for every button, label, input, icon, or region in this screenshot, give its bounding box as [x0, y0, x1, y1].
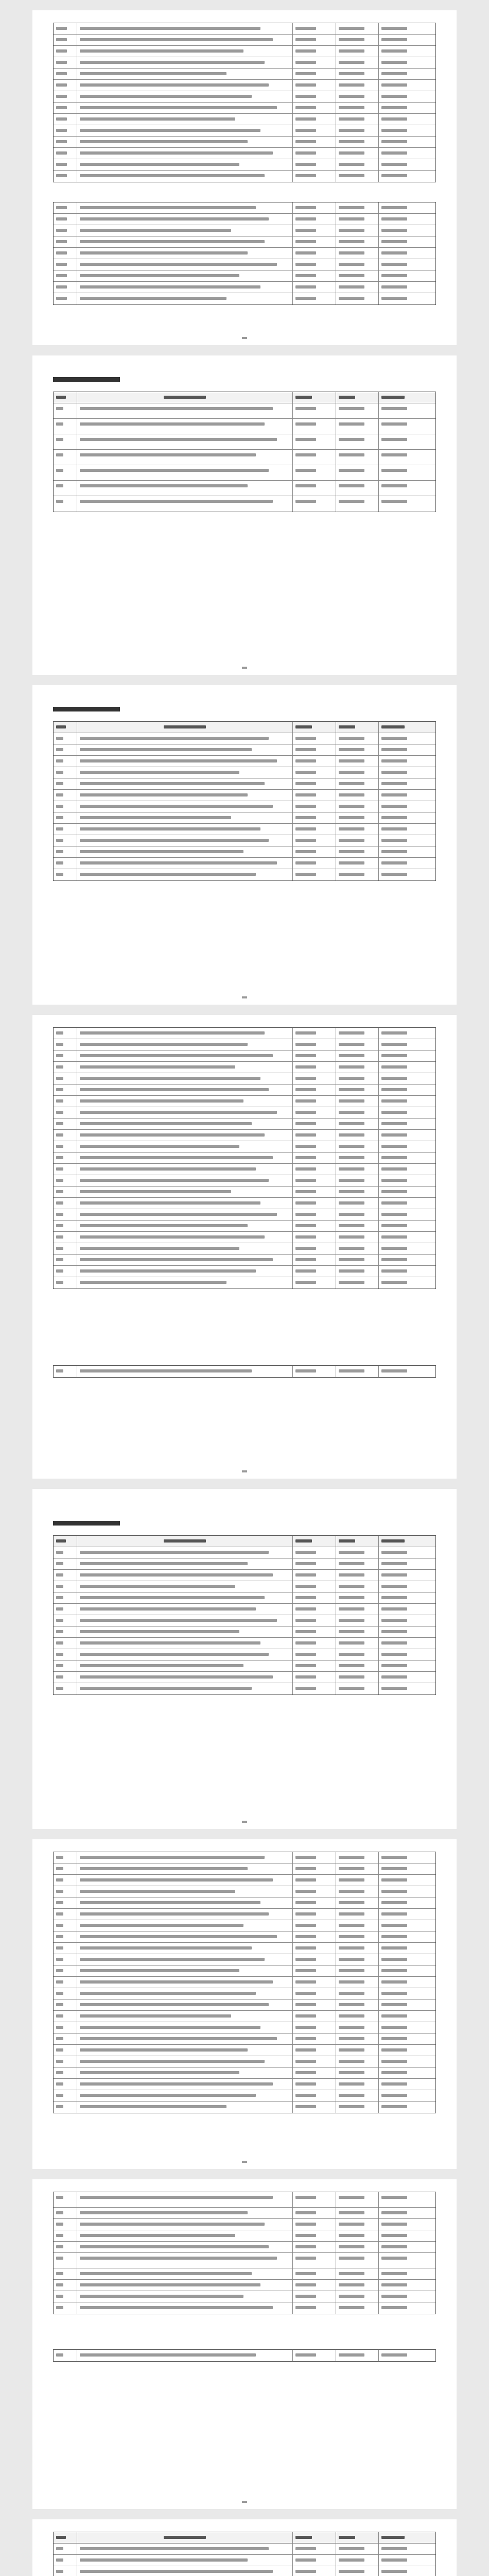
section-heading: [53, 376, 161, 383]
table-row: [54, 824, 435, 835]
table-row: [54, 481, 435, 496]
table-row: [54, 202, 435, 214]
table-row: [54, 2022, 435, 2033]
table-row: [54, 103, 435, 114]
table: [53, 721, 436, 881]
table-row: [54, 767, 435, 778]
table-row: [54, 1073, 435, 1084]
page-number: [32, 1821, 457, 1824]
table: [53, 2192, 436, 2314]
table-row: [54, 2045, 435, 2056]
table: [53, 202, 436, 305]
table-row: [54, 125, 435, 137]
table-header-row: [54, 392, 435, 403]
table-row: [54, 1920, 435, 1931]
page-number: [32, 667, 457, 670]
table-header-row: [54, 722, 435, 733]
table-row: [54, 1592, 435, 1604]
table-row: [54, 496, 435, 512]
table: [53, 392, 436, 512]
table-row: [54, 2102, 435, 2113]
table-row: [54, 733, 435, 744]
table-row: [54, 1050, 435, 1062]
table: [53, 2532, 436, 2576]
table-row: [54, 1221, 435, 1232]
table: [53, 2349, 436, 2362]
page-number: [32, 996, 457, 999]
table-row: [54, 171, 435, 182]
table-row: [54, 1626, 435, 1638]
table-row: [54, 1683, 435, 1694]
table-row: [54, 465, 435, 481]
table-row: [54, 1672, 435, 1683]
table-row: [54, 2230, 435, 2242]
table-row: [54, 1153, 435, 1164]
page: [32, 2179, 457, 2509]
table-row: [54, 1039, 435, 1050]
section-heading: [53, 1520, 161, 1527]
table-row: [54, 1107, 435, 1118]
table-row: [54, 2192, 435, 2208]
table-row: [54, 2033, 435, 2045]
table-row: [54, 1175, 435, 1187]
table-row: [54, 801, 435, 812]
table-row: [54, 1130, 435, 1141]
table-row: [54, 2242, 435, 2253]
table-row: [54, 812, 435, 824]
table-row: [54, 270, 435, 282]
table-row: [54, 1084, 435, 1096]
table-row: [54, 2291, 435, 2302]
table-row: [54, 1266, 435, 1277]
table-row: [54, 1581, 435, 1592]
table-row: [54, 35, 435, 46]
table-row: [54, 2350, 435, 2361]
table-row: [54, 1886, 435, 1897]
table-row: [54, 1141, 435, 1153]
table-row: [54, 434, 435, 450]
table-row: [54, 2219, 435, 2230]
table-row: [54, 57, 435, 69]
page: [32, 685, 457, 1005]
table: [53, 1365, 436, 1378]
table-row: [54, 1062, 435, 1073]
table-row: [54, 778, 435, 790]
page: [32, 1489, 457, 1829]
table: [53, 1027, 436, 1289]
table-row: [54, 1852, 435, 1863]
table-row: [54, 236, 435, 248]
table-row: [54, 1558, 435, 1570]
table-row: [54, 419, 435, 434]
table-row: [54, 259, 435, 270]
table-row: [54, 2253, 435, 2268]
table-row: [54, 282, 435, 293]
table-row: [54, 1277, 435, 1289]
table-row: [54, 756, 435, 767]
table-row: [54, 91, 435, 103]
table-row: [54, 1931, 435, 1943]
table-row: [54, 2011, 435, 2022]
table-row: [54, 835, 435, 846]
table-row: [54, 1198, 435, 1209]
table-row: [54, 744, 435, 756]
table: [53, 1852, 436, 2113]
table-row: [54, 2056, 435, 2067]
table-row: [54, 2067, 435, 2079]
table-row: [54, 2090, 435, 2102]
table-row: [54, 225, 435, 236]
table-header-row: [54, 2532, 435, 2544]
page: [32, 355, 457, 675]
table-row: [54, 1209, 435, 1221]
table-row: [54, 1118, 435, 1130]
table-row: [54, 790, 435, 801]
table-row: [54, 403, 435, 419]
page: [32, 10, 457, 345]
table-row: [54, 23, 435, 35]
section-heading: [53, 706, 161, 713]
table-row: [54, 1649, 435, 1660]
table-row: [54, 46, 435, 57]
page-number: [32, 1470, 457, 1473]
table-row: [54, 2544, 435, 2555]
table-row: [54, 1875, 435, 1886]
table-row: [54, 2302, 435, 2314]
table-row: [54, 2555, 435, 2566]
table-row: [54, 1187, 435, 1198]
table-row: [54, 869, 435, 880]
page: [32, 1015, 457, 1479]
table-row: [54, 1366, 435, 1377]
table-row: [54, 1604, 435, 1615]
table-row: [54, 1909, 435, 1920]
table-row: [54, 2566, 435, 2576]
table-row: [54, 1660, 435, 1672]
table-row: [54, 1164, 435, 1175]
table-row: [54, 450, 435, 465]
table-header-row: [54, 1536, 435, 1547]
table-row: [54, 114, 435, 125]
table-row: [54, 1988, 435, 1999]
table-row: [54, 69, 435, 80]
table-row: [54, 2079, 435, 2090]
page: [32, 2519, 457, 2576]
page-number: [32, 337, 457, 340]
table-row: [54, 1096, 435, 1107]
table-row: [54, 80, 435, 91]
table-row: [54, 1954, 435, 1965]
table-row: [54, 2208, 435, 2219]
table: [53, 23, 436, 182]
page-number: [32, 2501, 457, 2504]
page-number: [32, 2161, 457, 2164]
page: [32, 1839, 457, 2169]
table-row: [54, 1547, 435, 1558]
table-row: [54, 1977, 435, 1988]
table-row: [54, 1965, 435, 1977]
table-row: [54, 1943, 435, 1954]
table-row: [54, 1999, 435, 2011]
table-row: [54, 2280, 435, 2291]
table-row: [54, 293, 435, 304]
table-row: [54, 248, 435, 259]
table-row: [54, 148, 435, 159]
table-row: [54, 846, 435, 858]
table-row: [54, 214, 435, 225]
table-row: [54, 1863, 435, 1875]
table-row: [54, 1028, 435, 1039]
table-row: [54, 1243, 435, 1255]
table-row: [54, 858, 435, 869]
table-row: [54, 2268, 435, 2280]
table-row: [54, 1570, 435, 1581]
table-row: [54, 1897, 435, 1909]
table: [53, 1535, 436, 1695]
table-row: [54, 1232, 435, 1243]
table-row: [54, 1638, 435, 1649]
table-row: [54, 137, 435, 148]
table-row: [54, 1255, 435, 1266]
table-row: [54, 159, 435, 171]
table-row: [54, 1615, 435, 1626]
